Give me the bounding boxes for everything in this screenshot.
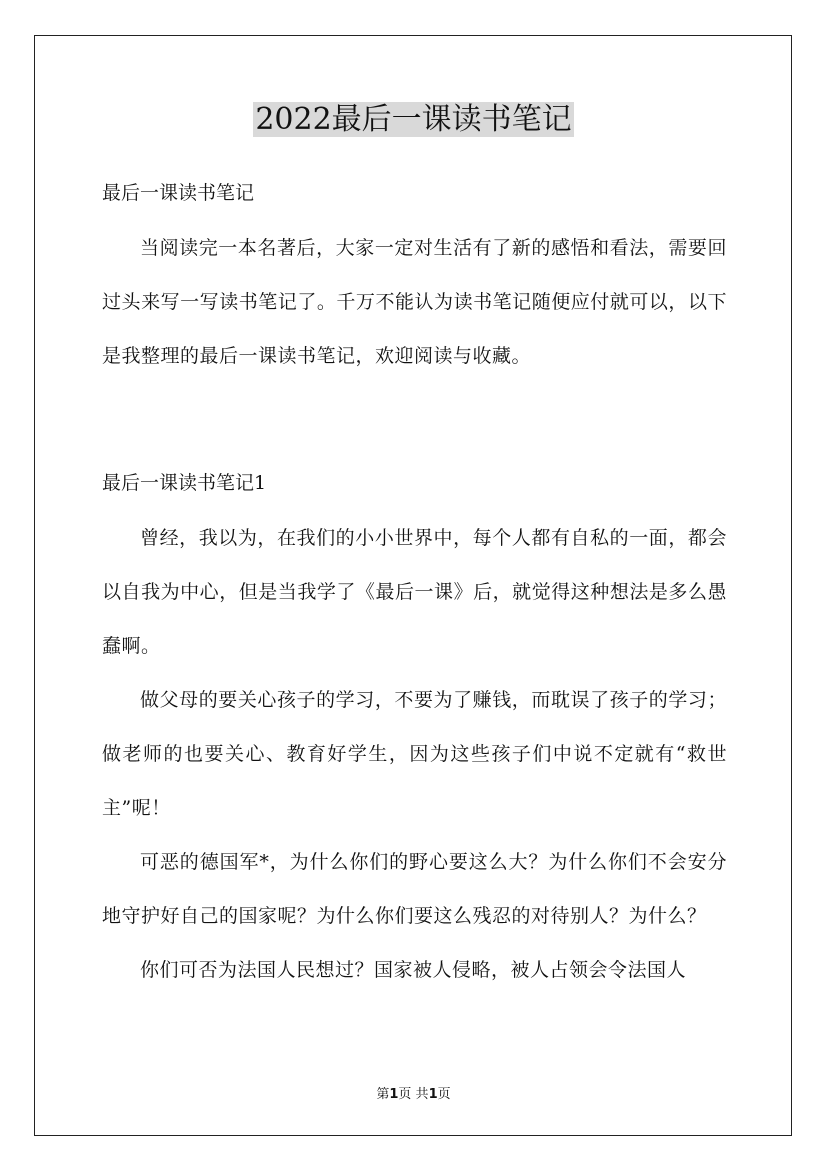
document-title-text: 2022最后一课读书笔记 xyxy=(255,102,572,137)
page-footer xyxy=(0,1083,827,1102)
section1-paragraph-4: 你们可否为法国人民想过？国家被人侵略，被人占领会令法国人 xyxy=(140,959,687,981)
document-title xyxy=(0,100,827,140)
section1-heading: 最后一课读书笔记1 xyxy=(102,472,267,494)
section1-paragraph-1: 曾经，我以为，在我们的小小世界中，每个人都有自私的一面，都会以自我为中心，但是当我学了《最后一课》后，就觉得这种想法是多么愚蠢啊。 xyxy=(102,527,727,657)
intro-heading: 最后一课读书笔记 xyxy=(102,182,255,204)
section1-paragraph-3: 可恶的德国军*，为什么你们的野心要这么大？为什么你们不会安分地守护好自己的国家呢？为什么你们要这么残忍的对待别人？为什么？ xyxy=(102,851,727,927)
footer-mid: 页 共 xyxy=(398,1087,429,1102)
document-body xyxy=(102,175,727,997)
intro-paragraph: 当阅读完一本名著后，大家一定对生活有了新的感悟和看法，需要回过头来写一写读书笔记了。千万不能认为读书笔记随便应付就可以，以下是我整理的最后一课读书笔记，欢迎阅读与收藏。 xyxy=(102,237,727,367)
footer-page-number: 1 xyxy=(389,1087,399,1102)
section1-paragraph-2: 做父母的要关心孩子的学习，不要为了赚钱，而耽误了孩子的学习；做老师的也要关心、教育好学生，因为这些孩子们中说不定就有“救世主”呢！ xyxy=(102,689,727,819)
footer-prefix: 第 xyxy=(376,1087,390,1102)
footer-suffix: 页 xyxy=(437,1087,451,1102)
footer-page-total: 1 xyxy=(428,1087,438,1102)
